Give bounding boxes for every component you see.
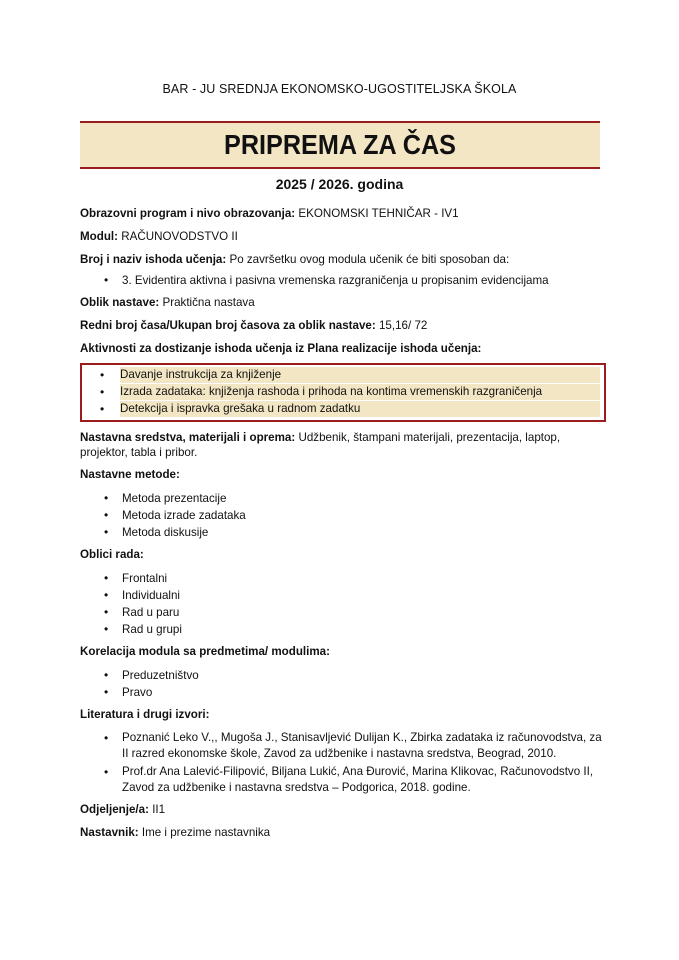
correlation-label: Korelacija modula sa predmetima/ modulima: [80,645,330,658]
list-item: • Detekcija i ispravka grešaka u radnom zadatku [120,401,600,417]
activities-row [80,341,605,357]
teacher-row [80,825,605,841]
list-item: • Prof.dr Ana Lalević-Filipović, Biljana Lukić, Ana Đurović, Marina Klikovac, Računovodstvo II, Zavod za udžbenike i nastavna sredstva – Podgorica, 2018. godine. [122,764,605,796]
teacher-value: Ime i prezime nastavnika [141,826,271,839]
list-item: • Izrada zadataka: knjiženja rashoda i prihoda na kontima vremenskih razgraničenja [120,384,600,400]
list-item: • Preduzetništvo [122,667,605,684]
literature-list [80,730,605,796]
program-row [80,206,605,222]
page-title: PRIPREMA ZA ČAS [224,129,456,160]
resources-value: Udžbenik, štampani materijali, prezentacija, laptop, projektor, tabla i pribor. [80,431,561,459]
outcome-list [80,272,605,289]
lesson-plan-content [80,206,605,848]
resources-label: Nastavna sredstva, materijali i oprema: [80,431,296,444]
literature-row [80,707,605,723]
activities-list [82,367,600,417]
list-item: • Metoda izrade zadataka [122,507,605,524]
list-item: • Metoda prezentacije [122,490,605,507]
activities-label: Aktivnosti za dostizanje ishoda učenja iz Plana realizacije ishoda učenja: [80,342,482,355]
work-forms-label: Oblici rada: [80,548,144,561]
school-name: BAR - JU SREDNJA EKONOMSKO-UGOSTITELJSKA ŠKOLA [162,82,517,96]
list-item: • Davanje instrukcija za knjiženje [120,367,600,383]
module-row [80,229,605,245]
form-label: Oblik nastave: [80,296,160,309]
work-forms-row [80,547,605,563]
list-item: • Frontalni [122,570,605,587]
title-banner [80,121,600,169]
methods-row [80,467,605,483]
lesson-number-row [80,318,605,334]
list-item: • 3. Evidentira aktivna i pasivna vremenska razgraničenja u propisanim evidencijama [122,272,605,289]
lesson-number-label: Redni broj časa/Ukupan broj časova za oblik nastave: [80,319,376,332]
list-item: • Poznanić Leko V.,, Mugoša J., Stanisavljević Dulijan K., Zbirka zadataka iz računovodstva, za II razred ekonomske škole, Zavod za udžbenike i nastavna sredstva, Beograd, 2010. [122,730,605,762]
list-item: • Pravo [122,684,605,701]
department-label: Odjeljenje/a: [80,803,149,816]
correlation-list [80,667,605,701]
form-row [80,295,605,311]
program-value: EKONOMSKI TEHNIČAR - IV1 [298,207,459,220]
outcome-value: Po završetku ovog modula učenik će biti sposoban da: [229,253,510,266]
activities-box [80,363,606,422]
teacher-label: Nastavnik: [80,826,139,839]
module-value: RAČUNOVODSTVO II [121,230,238,243]
work-forms-list [80,570,605,638]
outcome-label: Broj i naziv ishoda učenja: [80,253,227,266]
department-row [80,802,605,818]
module-label: Modul: [80,230,118,243]
form-value: Praktična nastava [162,296,255,309]
list-item: • Individualni [122,587,605,604]
school-year: 2025 / 2026. godina [275,176,404,192]
methods-list [80,490,605,541]
list-item: • Rad u paru [122,604,605,621]
literature-label: Literatura i drugi izvori: [80,708,210,721]
methods-label: Nastavne metode: [80,468,180,481]
program-label: Obrazovni program i nivo obrazovanja: [80,207,296,220]
outcome-row [80,252,605,268]
list-item: • Rad u grupi [122,621,605,638]
resources-row [80,430,605,460]
list-item: • Metoda diskusije [122,524,605,541]
lesson-number-value: 15,16/ 72 [378,319,428,332]
department-value: II1 [152,803,166,816]
correlation-row [80,644,605,660]
